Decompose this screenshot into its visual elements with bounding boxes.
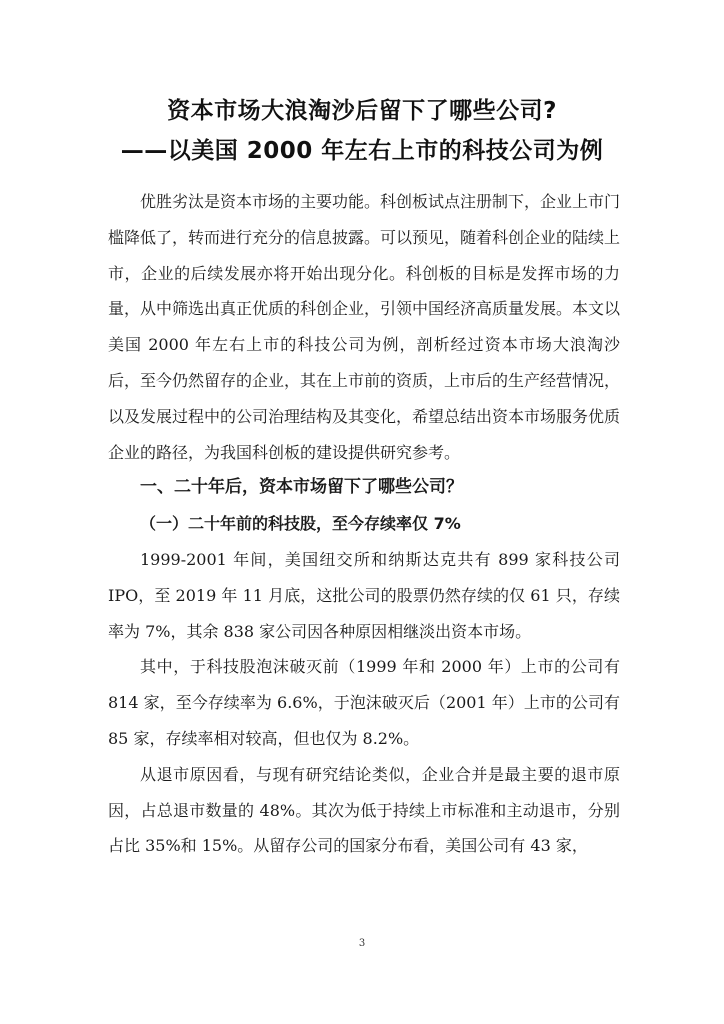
document-title-line2: ——以美国 2000 年左右上市的科技公司为例 <box>120 138 604 164</box>
intro-paragraph: 优胜劣汰是资本市场的主要功能。科创板试点注册制下，企业上市门槛降低了，转而进行充分的信息披露。可以预见，随着科创企业的陆续上市，企业的后续发展亦将开始出现分化。科创板的目标是发挥市场的力量，从中筛选出真正优质的科创企业，引领中国经济高质量发展。本文以美国 2000 年左右上市的科技公司为例，剖析经过资本市场大浪淘沙后，至今仍然留存的企业，其在上市前的资质，上市后的生产经营情况，以及发展过程中的公司治理结构及其变化，希望总结出资本市场服务优质企业的路径，为我国科创板的建设提供研究参考。 <box>108 192 621 462</box>
document-body <box>108 184 620 864</box>
subsection-heading: （一）二十年前的科技股，至今存续率仅 7% <box>140 514 461 534</box>
section-heading: 一、二十年后，资本市场留下了哪些公司？ <box>140 477 463 498</box>
document-title-line1: 资本市场大浪淘沙后留下了哪些公司? <box>167 98 557 124</box>
page-number: 3 <box>358 938 366 949</box>
paragraph-ipo-statistics: 1999-2001 年间，美国纽交所和纳斯达克共有 899 家科技公司 IPO，至 2019 年 11 月底，这批公司的股票仍然存续的仅 61 只，存续率为 7%，其余 838 家公司因各种原因相继淡出资本市场。 <box>108 549 620 641</box>
paragraph-survival-rates: 其中，于科技股泡沫破灭前（1999 年和 2000 年）上市的公司有 814 家，至今存续率为 6.6%，于泡沫破灭后（2001 年）上市的公司有 85 家，存续率相对较高，但也仅为 8.2%。 <box>108 657 620 748</box>
paragraph-delisting-reasons: 从退市原因看，与现有研究结论类似，企业合并是最主要的退市原因，占总退市数量的 48%。其次为低于持续上市标准和主动退市，分别占比 35%和 15%。从留存公司的国家分布看，美国公司有 43 家， <box>108 764 620 856</box>
